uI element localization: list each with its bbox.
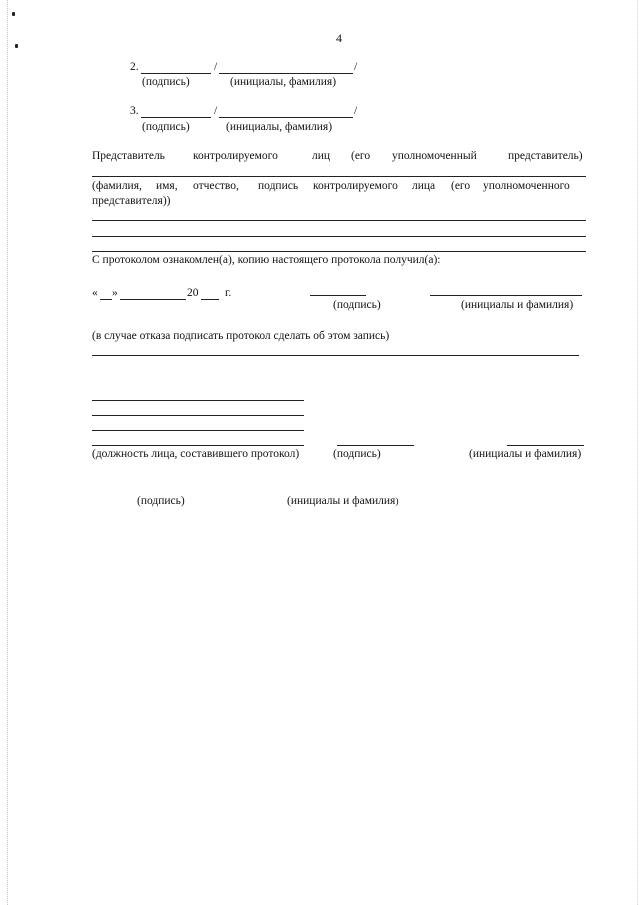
caption-initials-surname-main: (инициалы и фамилия [287,495,396,507]
caption-initials-surname: (инициалы и фамилия) [469,448,582,460]
caption-signature: (подпись) [137,495,185,507]
signature-line [310,295,366,296]
scan-mark-top [12,12,15,16]
representative-word: (его [351,150,371,162]
scan-left-edge [0,0,8,905]
caption-official-position: (должность лица, составившего протокол) [92,448,300,460]
date-year-prefix: 20 [187,287,199,299]
date-day-line [100,299,112,300]
name-line [219,73,353,74]
position-line [92,445,304,446]
representative-word: лиц [312,150,331,162]
caption-signature: (подпись) [333,448,381,460]
caption-word: отчество, [193,180,239,192]
caption-signature: (подпись) [142,76,190,88]
caption-signature: (подпись) [333,299,381,311]
caption-initials-surname: (инициалы, фамилия) [230,76,337,88]
signature-end-slash: / [354,61,358,73]
scan-mark-bottom [15,44,18,48]
caption-signature: (подпись) [142,121,190,133]
representative-word: контролируемого [193,150,278,162]
caption-word: имя, [156,180,178,192]
signature-line [141,117,211,118]
date-year-suffix: г. [225,287,232,299]
signature-number: 3. [130,105,139,117]
caption-word: контролируемого [313,180,398,192]
representative-word: Представитель [92,150,165,162]
scan-right-edge [636,0,638,905]
signature-line [141,73,211,74]
signature-line [337,445,414,446]
caption-initials-surname: (инициалы и фамилия) [461,299,574,311]
representative-line [92,176,586,177]
caption-word: (фамилия, [92,180,142,192]
name-line [219,117,353,118]
date-month-line [120,299,186,300]
signature-separator: / [214,105,218,117]
blank-line [92,251,586,252]
position-line [92,400,304,401]
caption-initials-surname [287,496,399,508]
name-line [507,445,584,446]
blank-line [92,220,586,221]
representative-word: уполномоченный [392,150,477,162]
page-number: 4 [336,31,342,45]
caption-word: (его [451,180,471,192]
refusal-line [92,355,579,356]
caption-word: лица [412,180,436,192]
blank-line [92,236,586,237]
caption-line-2: представителя)) [92,195,171,207]
date-year-line [201,299,219,300]
name-line [430,295,582,296]
date-quote-close: » [112,287,118,299]
position-line [92,430,304,431]
signature-end-slash: / [354,105,358,117]
acquaintance-text: С протоколом ознакомлен(а), копию настоящего протокола получил(а): [92,254,441,266]
position-line [92,415,304,416]
caption-initials-surname-tail: ) [395,497,399,507]
signature-separator: / [214,61,218,73]
caption-word: уполномоченного [483,180,570,192]
date-quote-open: « [92,287,98,299]
signature-number: 2. [130,61,139,73]
refusal-note: (в случае отказа подписать протокол сделать об этом запись) [92,330,390,342]
caption-initials-surname: (инициалы, фамилия) [226,121,333,133]
representative-word: представитель) [508,150,583,162]
caption-word: подпись [258,180,299,192]
